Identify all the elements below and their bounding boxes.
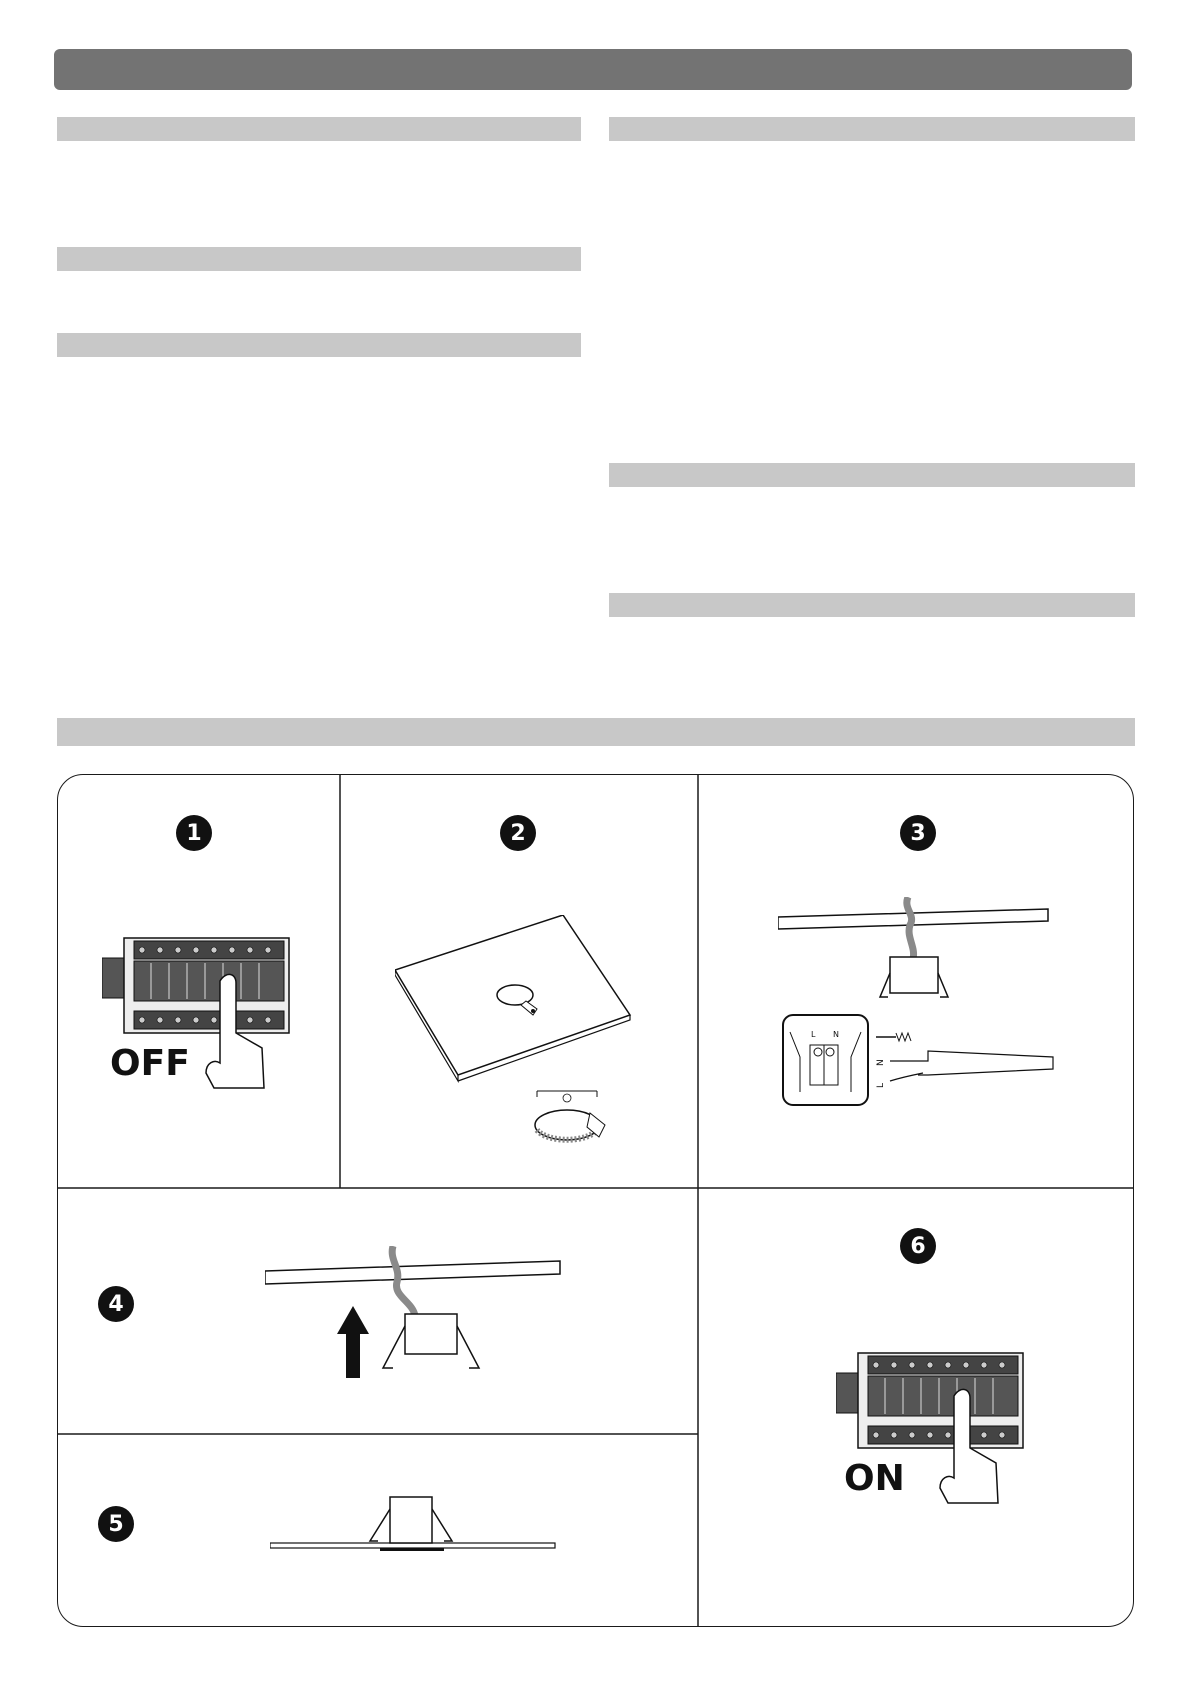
wire-n-label: N bbox=[876, 1059, 886, 1066]
step-2-number: 2 bbox=[510, 821, 526, 846]
section-header-right-3 bbox=[609, 593, 1135, 617]
section-header-right-1 bbox=[609, 117, 1135, 141]
step-1-off-label: OFF bbox=[110, 1043, 190, 1084]
breaker-panel-on-illustration bbox=[836, 1338, 1036, 1508]
step-1-number: 1 bbox=[186, 821, 202, 846]
step-5-number: 5 bbox=[108, 1512, 124, 1537]
step-3-number: 3 bbox=[910, 821, 926, 846]
installation-header bbox=[57, 718, 1135, 746]
terminal-l-label: L bbox=[811, 1030, 816, 1039]
section-header-left-3 bbox=[57, 333, 581, 357]
step-6-number: 6 bbox=[910, 1234, 926, 1259]
step-3-badge bbox=[898, 813, 938, 853]
fitting-installed-illustration bbox=[270, 1489, 560, 1559]
wire-l-label: L bbox=[876, 1082, 886, 1088]
terminal-n-label: N bbox=[833, 1030, 839, 1039]
section-header-left-2 bbox=[57, 247, 581, 271]
step-3-cell bbox=[698, 775, 1134, 1188]
step-4-badge bbox=[96, 1284, 136, 1324]
page-title-bar bbox=[54, 49, 1132, 90]
step-4-cell bbox=[58, 1188, 698, 1434]
step-2-cell bbox=[340, 775, 698, 1188]
section-header-left-1 bbox=[57, 117, 581, 141]
fitting-push-illustration bbox=[265, 1246, 565, 1386]
wiring-connection-illustration bbox=[778, 897, 1068, 1117]
step-1-badge bbox=[174, 813, 214, 853]
step-4-number: 4 bbox=[108, 1292, 124, 1317]
step-5-cell bbox=[58, 1434, 698, 1627]
step-1-cell bbox=[58, 775, 340, 1188]
step-2-badge bbox=[498, 813, 538, 853]
step-6-cell bbox=[698, 1188, 1134, 1627]
step-6-badge bbox=[898, 1226, 938, 1266]
breaker-panel-off-illustration bbox=[102, 923, 302, 1093]
ceiling-cutout-illustration bbox=[395, 915, 675, 1175]
section-header-right-2 bbox=[609, 463, 1135, 487]
step-5-badge bbox=[96, 1504, 136, 1544]
installation-steps-panel bbox=[57, 774, 1134, 1627]
step-6-on-label: ON bbox=[844, 1458, 905, 1499]
